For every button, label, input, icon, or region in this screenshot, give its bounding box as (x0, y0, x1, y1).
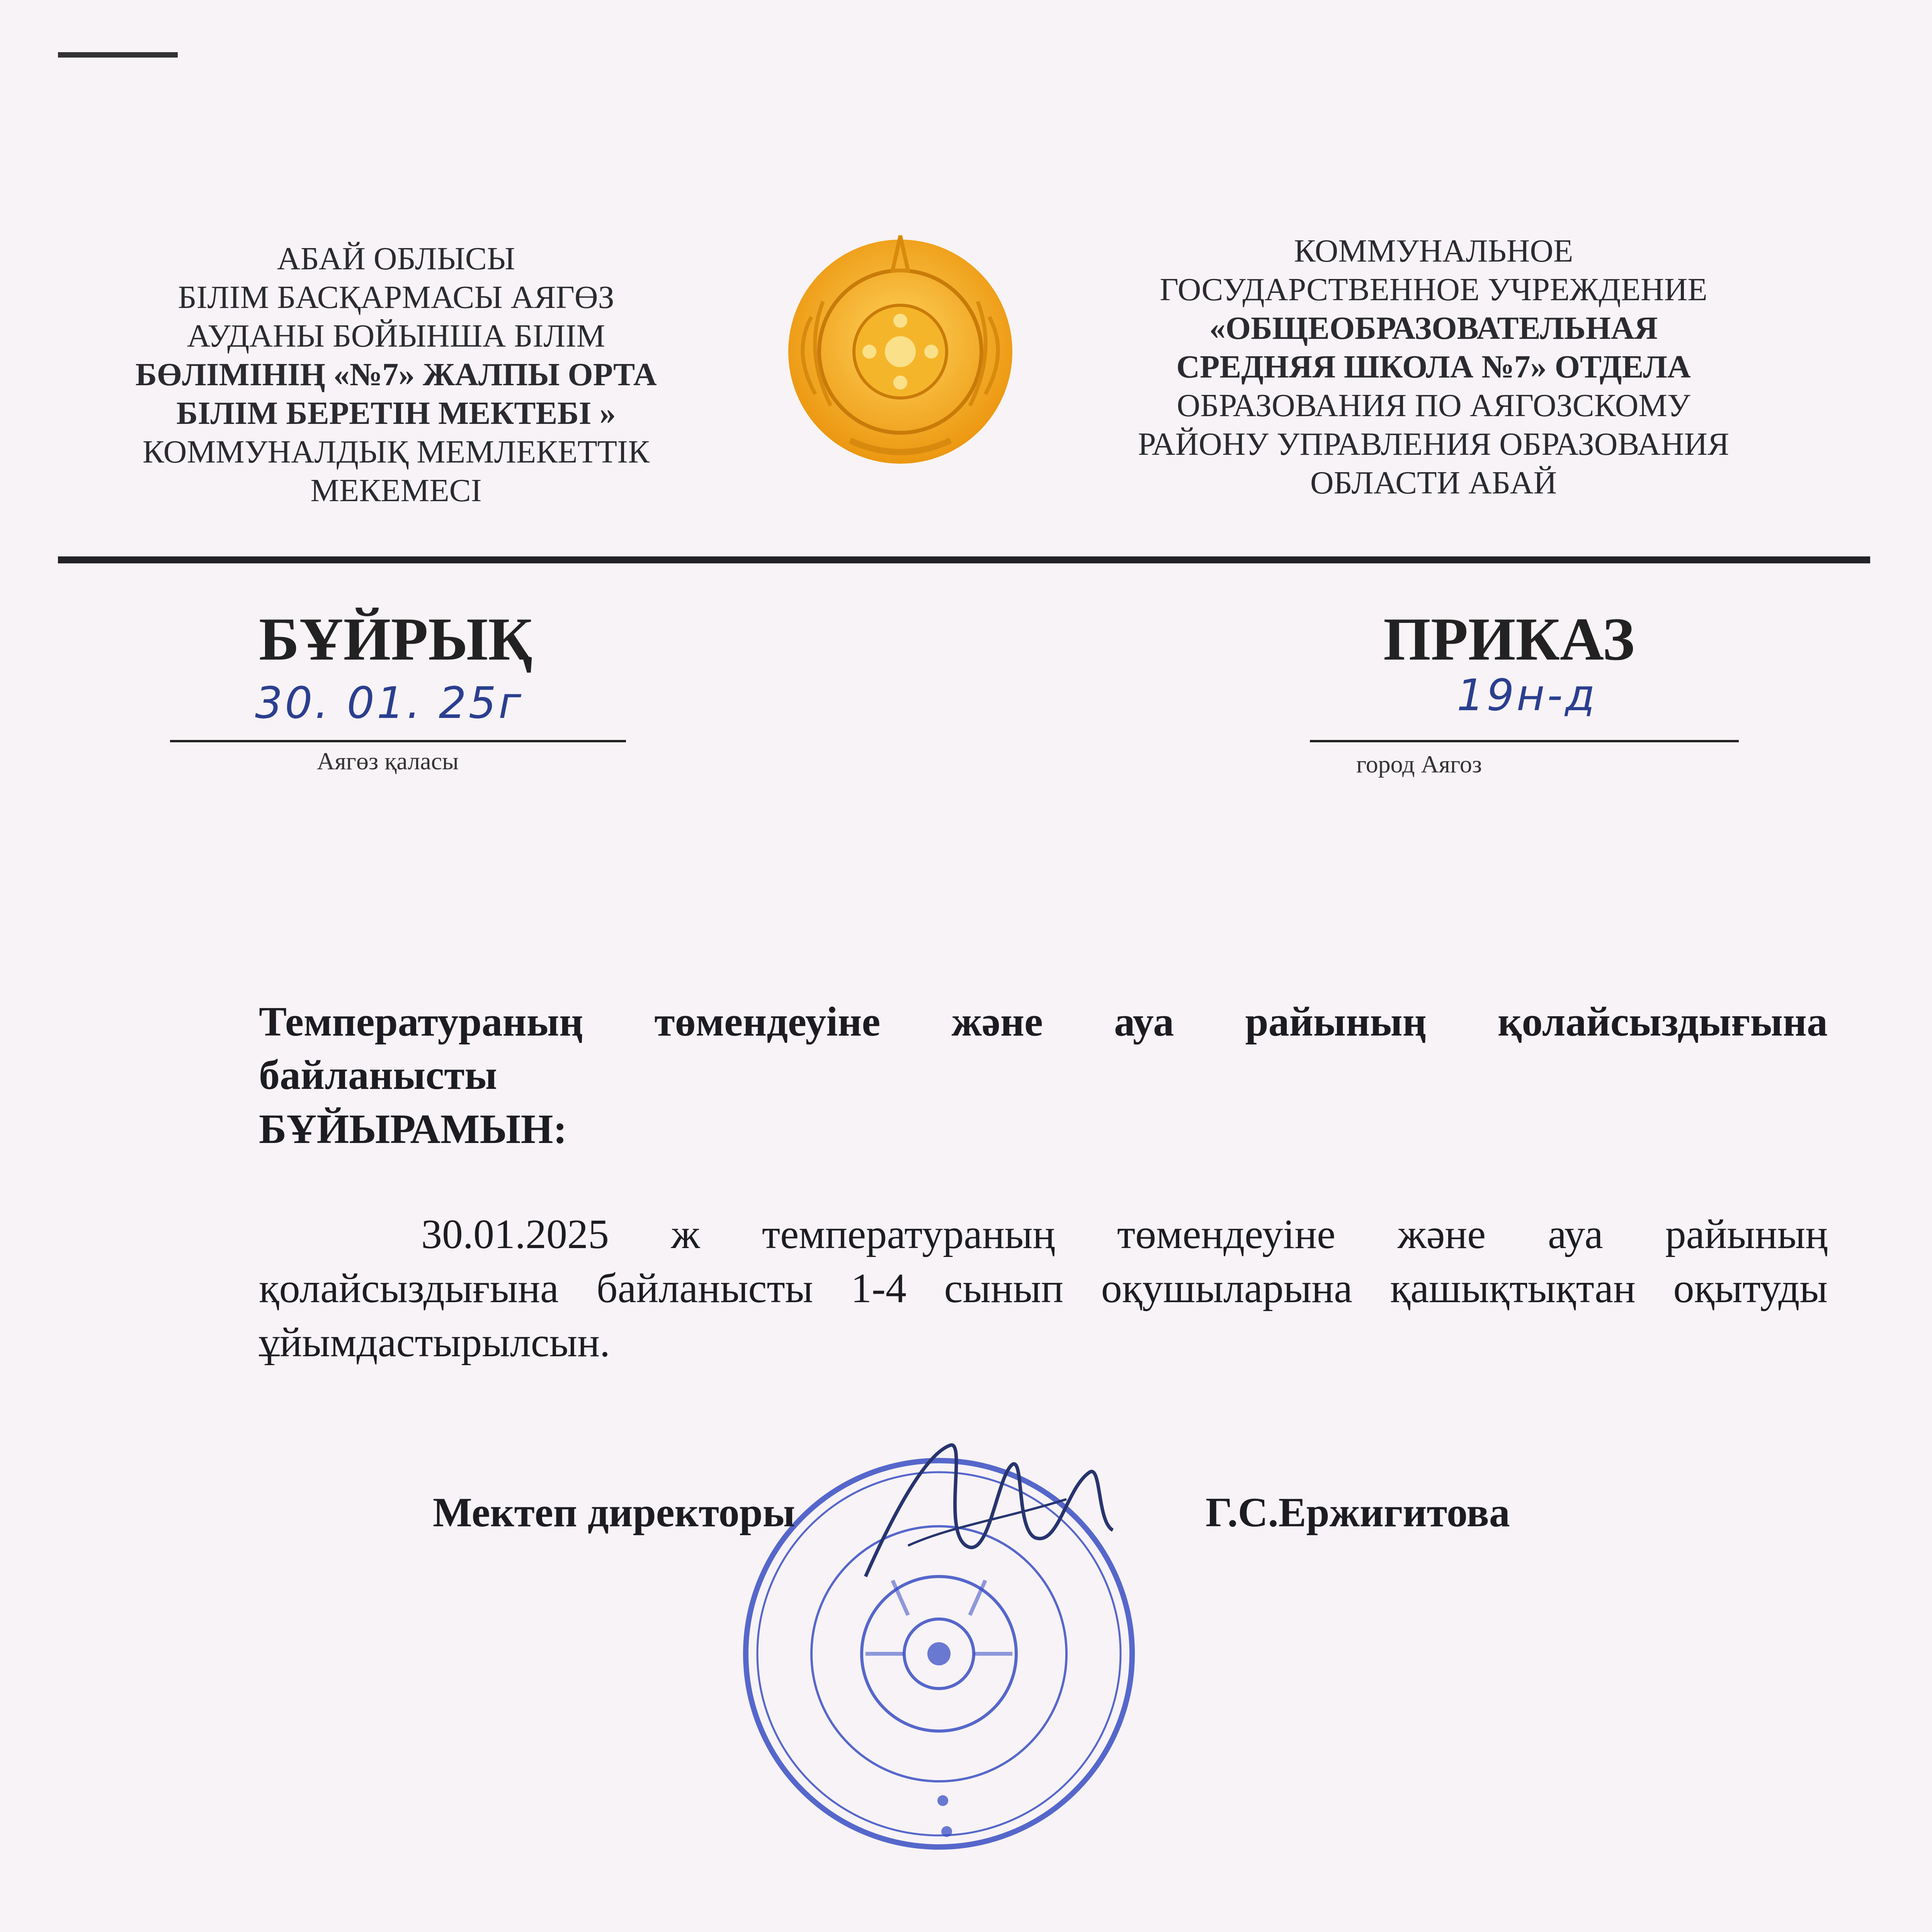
signatory-name: Г.С.Ержигитова (1206, 1490, 1510, 1536)
header-kz-line: КОММУНАЛДЫҚ МЕМЛЕКЕТТІК (142, 434, 650, 470)
header-kz-line: МЕКЕМЕСІ (310, 473, 482, 509)
header-kz-line: АУДАНЫ БОЙЫНША БІЛІМ (187, 318, 605, 354)
header-ru-line: СРЕДНЯЯ ШКОЛА №7» ОТДЕЛА (1176, 349, 1691, 385)
header-ru-line: «ОБЩЕОБРАЗОВАТЕЛЬНАЯ (1209, 310, 1658, 346)
header-ru-line: РАЙОНУ УПРАВЛЕНИЯ ОБРАЗОВАНИЯ (1138, 426, 1730, 462)
header-kz-line: АБАЙ ОБЛЫСЫ (277, 241, 515, 277)
state-emblem-icon (769, 224, 1032, 471)
handwritten-number: 19н-д (1457, 670, 1597, 721)
header-kz-line: БІЛІМ БЕРЕТІН МЕКТЕБІ » (176, 395, 616, 431)
handwritten-signature-icon (850, 1430, 1121, 1592)
date-underline (170, 740, 626, 742)
header-kz-line: БӨЛІМІНІҢ «№7» ЖАЛПЫ ОРТА (135, 357, 657, 393)
signatory-position: Мектеп директоры (433, 1490, 795, 1536)
order-title-kz: БҰЙРЫҚ (259, 605, 532, 673)
order-subject: Температураның төмендеуіне және ауа райының қолайсыздығына (259, 999, 1828, 1045)
handwritten-date: 30. 01. 25г (255, 678, 524, 728)
number-underline (1310, 740, 1739, 742)
header-ru-line: ГОСУДАРСТВЕННОЕ УЧРЕЖДЕНИЕ (1160, 272, 1708, 308)
header-divider (58, 556, 1870, 563)
header-kz-line: БІЛІМ БАСҚАРМАСЫ АЯГӨЗ (178, 279, 614, 315)
header-ru-line: ОБЛАСТИ АБАЙ (1310, 465, 1557, 501)
order-word: БҰЙЫРАМЫН: (259, 1106, 567, 1152)
header-ru-line: КОММУНАЛЬНОЕ (1294, 233, 1573, 269)
city-ru: город Аягоз (1356, 750, 1482, 778)
header-kz (97, 240, 696, 510)
order-title-ru: ПРИКАЗ (1383, 605, 1635, 673)
order-subject-continued: байланысты (259, 1052, 497, 1098)
header-ru-line: ОБРАЗОВАНИЯ ПО АЯГОЗСКОМУ (1177, 388, 1690, 423)
header-ru (1074, 232, 1793, 502)
city-kz: Аягөз қаласы (317, 747, 459, 775)
order-body: 30.01.2025 ж температураның төмендеуіне және ауа райының қолайсыздығына байланысты 1-4 сынып оқушыларына қашықтықтан оқытуды ұйымдастырылсын. (259, 1211, 1828, 1366)
scan-mark (58, 52, 178, 58)
